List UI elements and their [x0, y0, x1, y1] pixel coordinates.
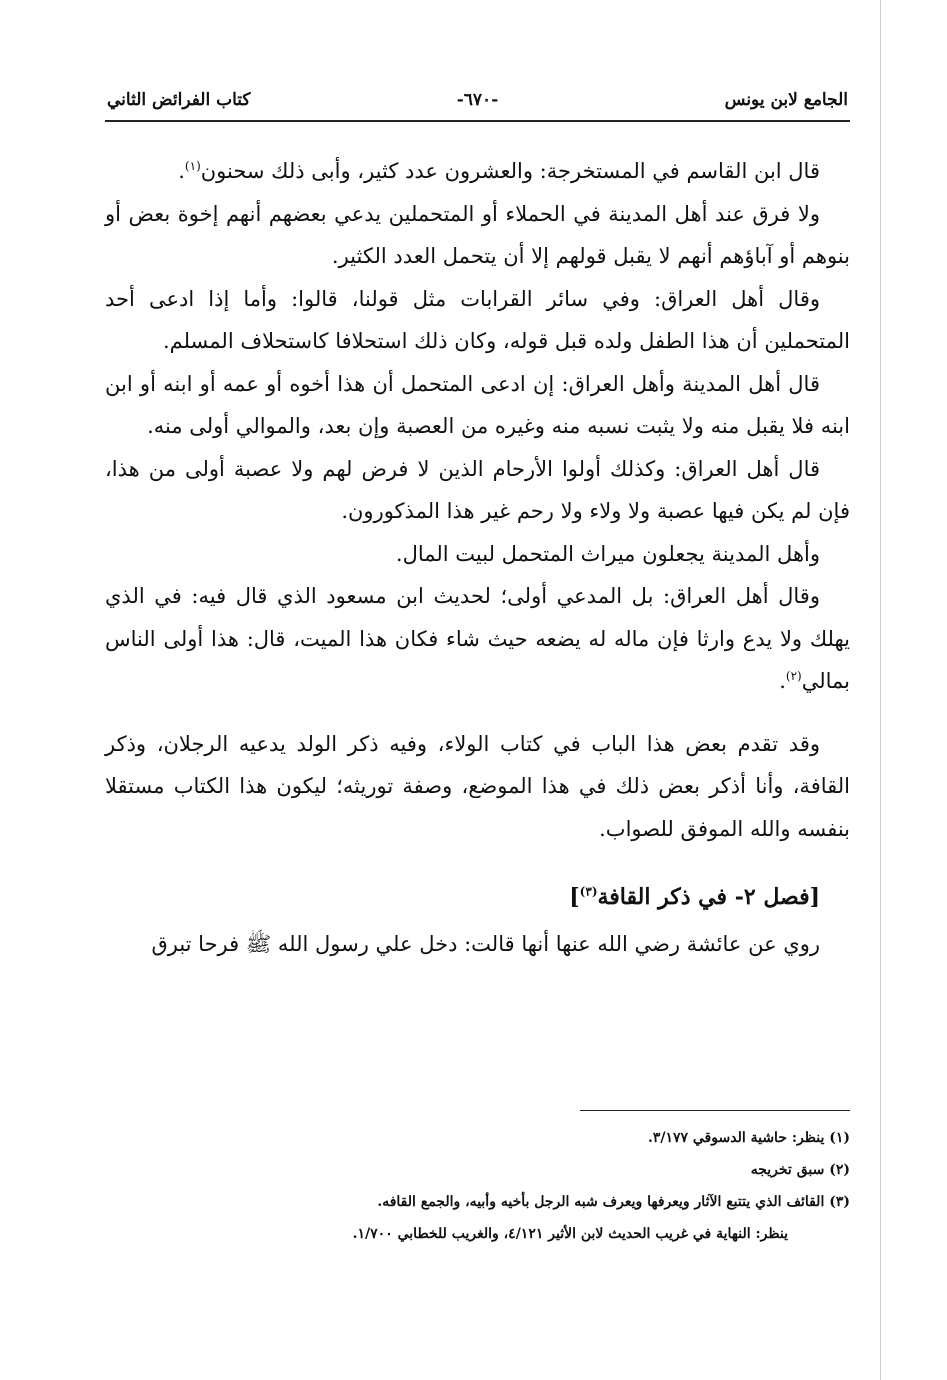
paragraph: وقال أهل العراق: بل المدعي أولى؛ لحديث ابن مسعود الذي قال فيه: في الذي يهلك ولا يدع وارثا فإن ماله له يضعه حيث شاء فكان هذا الميت، قال: هذا أولى الناس بمالي$^{(٢)}$.: [105, 584, 850, 693]
header-rule: [105, 120, 850, 122]
footnote: (١) ينظر: حاشية الدسوقي ٣/١٧٧.: [647, 1130, 850, 1146]
chapter-title: كتاب الفرائض الثاني: [107, 90, 251, 110]
paragraph: قال ابن القاسم في المستخرجة: والعشرون عدد كثير، وأبى ذلك سحنون$^{(١)}$.: [178, 159, 820, 183]
footnote: (٣) القائف الذي يتتبع الآثار ويعرفها ويعرف شبه الرجل بأخيه وأبيه، والجمع القافه.: [377, 1194, 850, 1210]
book-page: [105, 0, 850, 1380]
book-title: الجامع لابن يونس: [724, 90, 848, 110]
paragraph: روي عن عائشة رضي الله عنها أنها قالت: دخل علي رسول الله ﷺ فرحا تبرق: [151, 931, 820, 956]
paragraph: وقد تقدم بعض هذا الباب في كتاب الولاء، وفيه ذكر الولد يدعيه الرجلان، وذكر القافة، وأنا أذكر بعض ذلك في هذا الموضع، وصفة توريثه؛ ليكون هذا الكتاب مستقلا بنفسه والله الموفق للصواب.: [105, 731, 850, 841]
footnote-continuation: ينظر: النهاية في غريب الحديث لابن الأثير ٤/١٢١، والغريب للخطابي ١/٧٠٠.: [352, 1226, 788, 1242]
main-text: [105, 150, 850, 965]
running-header: [105, 86, 850, 120]
footnotes: [105, 1122, 850, 1250]
page-number: -٦٧٠-: [456, 90, 499, 110]
scan-edge-line: [880, 0, 881, 1380]
section-heading: [فصل ٢- في ذكر القافة$^{(٣)}$]: [569, 884, 820, 910]
footnote-ref: (١): [184, 159, 201, 173]
paragraph: قال أهل المدينة وأهل العراق: إن ادعى المتحمل أن هذا أخوه أو عمه أو ابنه أو ابن ابنه فلا يقبل منه ولا يثبت نسبه منه وغيره من العصبة وإن بعد، والموالي أولى منه.: [105, 371, 850, 438]
footnote-ref: (٢): [785, 669, 802, 683]
footnote-ref: (٣): [579, 884, 598, 899]
paragraph: قال أهل العراق: وكذلك أولوا الأرحام الذين لا فرض لهم ولا عصبة أولى من هذا، فإن لم يكن فيها عصبة ولا ولاء ولا رحم غير هذا المذكورون.: [105, 456, 850, 523]
paragraph: وقال أهل العراق: وفي سائر القرابات مثل قولنا، قالوا: وأما إذا ادعى أحد المتحملين أن هذا الطفل ولده قبل قوله، وكان ذلك استحلافا كاستحلاف المسلم.: [105, 286, 850, 353]
paragraph: ولا فرق عند أهل المدينة في الحملاء أو المتحملين يدعي بعضهم أنهم إخوة بعض أو بنوهم أو آباؤهم أنهم لا يقبل قولهم إلا أن يتحمل العدد الكثير.: [105, 201, 850, 268]
paragraph: وأهل المدينة يجعلون ميراث المتحمل لبيت المال.: [395, 541, 820, 566]
footnote: (٢) سبق تخريجه: [750, 1162, 850, 1178]
footnote-rule: [580, 1110, 850, 1111]
